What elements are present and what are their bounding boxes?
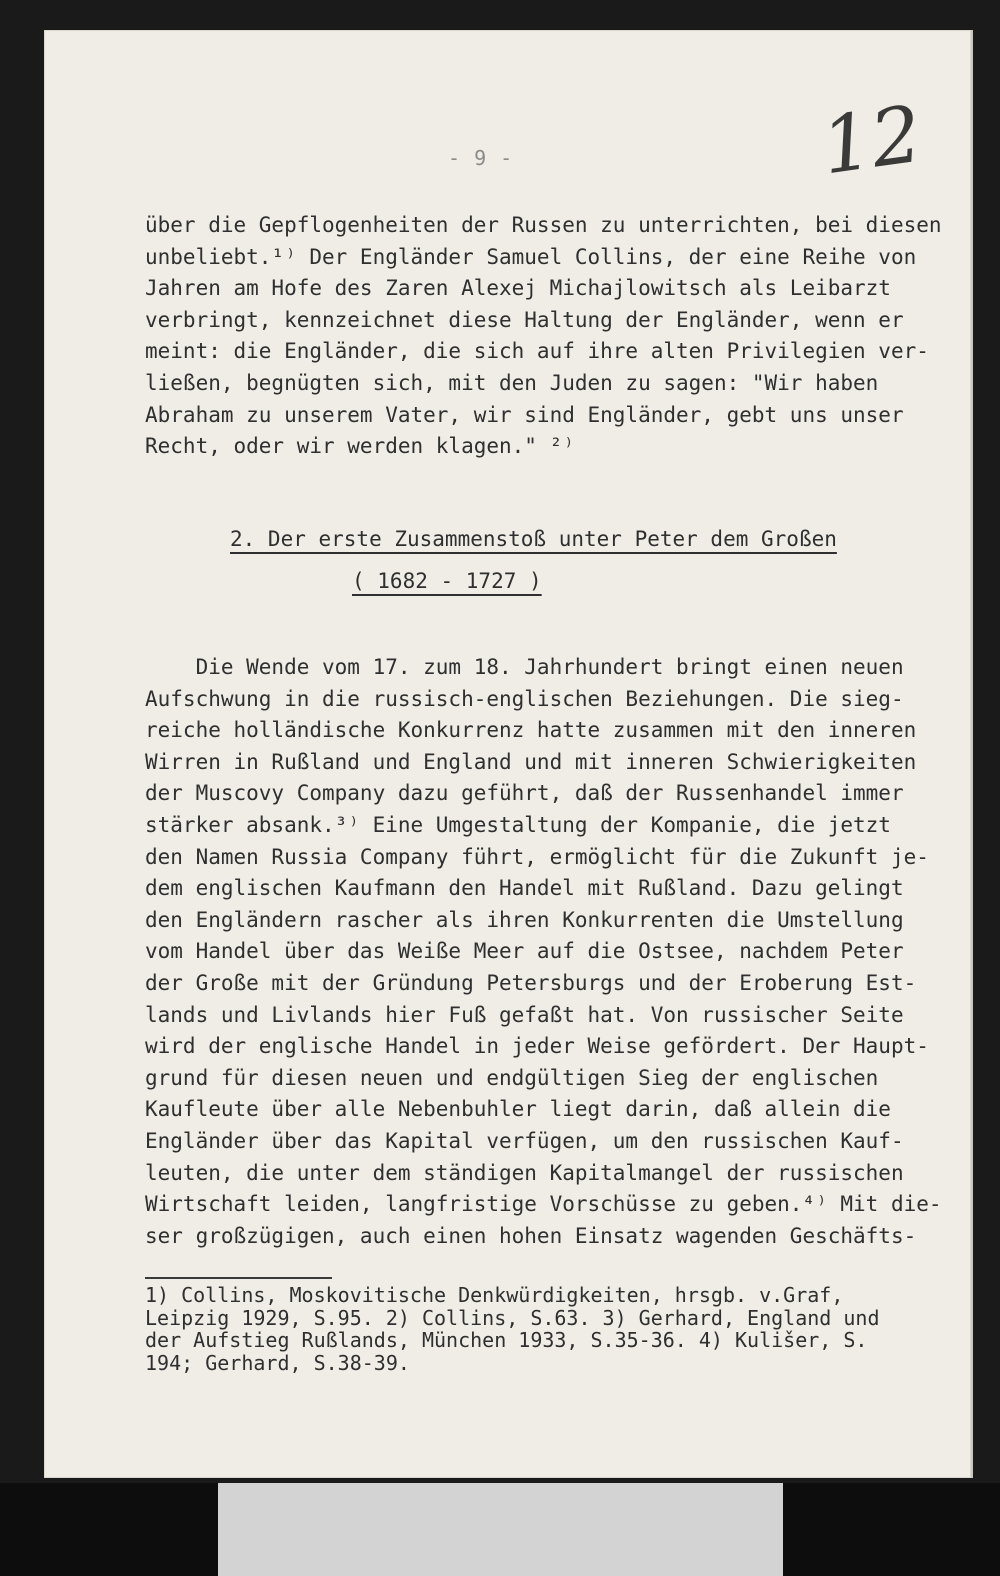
footnote-separator [145,1277,332,1279]
text-line: Wirtschaft leiden, langfristige Vorschüsse zu geben.⁴⁾ Mit die- [145,1192,942,1217]
paragraph-1 [145,210,942,463]
text-line: verbringt, kennzeichnet diese Haltung der Engländer, wenn er [145,307,904,332]
text-line: Recht, oder wir werden klagen." ²⁾ [145,434,575,459]
text-line: grund für diesen neuen und endgültigen Sieg der englischen [145,1065,879,1090]
text-line: stärker absank.³⁾ Eine Umgestaltung der Kompanie, die jetzt [145,812,891,837]
text-line: vom Handel über das Weiße Meer auf die Ostsee, nachdem Peter [145,939,904,964]
text-line: Die Wende vom 17. zum 18. Jahrhundert bringt einen neuen [145,655,904,679]
text-line: den Namen Russia Company führt, ermöglicht für die Zukunft je- [145,844,929,869]
text-line: ließen, begnügten sich, mit den Juden zu sagen: "Wir haben [145,370,879,395]
text-line: über die Gepflogenheiten der Russen zu unterrichten, bei diesen [145,213,942,237]
text-line: der Muscovy Company dazu geführt, daß der Russenhandel immer [145,781,904,806]
paragraph-2 [145,652,942,1252]
text-line: leuten, die unter dem ständigen Kapitalmangel der russischen [145,1160,904,1185]
text-line: Engländer über das Kapital verfügen, um den russischen Kauf- [145,1128,904,1153]
text-line: Abraham zu unserem Vater, wir sind Engländer, gebt uns unser [145,402,904,427]
text-line: wird der englische Handel in jeder Weise gefördert. Der Haupt- [145,1034,929,1059]
scan-calibration-strip [218,1483,783,1576]
scan-background-right [783,1483,1000,1576]
text-line: Jahren am Hofe des Zaren Alexej Michajlowitsch als Leibarzt [145,276,891,301]
scan-background-left [0,1483,218,1576]
text-line: ser großzügigen, auch einen hohen Einsatz wagenden Geschäfts- [145,1223,917,1248]
text-line: dem englischen Kaufmann den Handel mit Rußland. Dazu gelingt [145,876,904,901]
footnote-line: 1) Collins, Moskovitische Denkwürdigkeiten, hrsgb. v.Graf, [145,1283,844,1307]
text-line: Wirren in Rußland und England und mit inneren Schwierigkeiten [145,749,917,774]
text-line: den Engländern rascher als ihren Konkurrenten die Umstellung [145,907,904,932]
text-line: meint: die Engländer, die sich auf ihre alten Privilegien ver- [145,339,929,364]
text-line: Aufschwung in die russisch-englischen Beziehungen. Die sieg- [145,686,904,711]
footnote-line: der Aufstieg Rußlands, München 1933, S.35-36. 4) Kulišer, S. [145,1328,868,1352]
handwritten-folio-number: 12 [816,89,928,193]
footnote-line: Leipzig 1929, S.95. 2) Collins, S.63. 3) Gerhard, England und [145,1305,880,1330]
text-line: der Große mit der Gründung Petersburgs und der Eroberung Est- [145,970,917,995]
page-number: - 9 - [448,146,514,170]
text-line: Kaufleute über alle Nebenbuhler liegt darin, daß allein die [145,1097,891,1122]
footnote-line: 194; Gerhard, S.38-39. [145,1350,410,1375]
text-line: lands und Livlands hier Fuß gefaßt hat. Von russischer Seite [145,1002,904,1027]
footnotes [145,1284,880,1374]
text-line: unbeliebt.¹⁾ Der Engländer Samuel Collins, der eine Reihe von [145,244,917,269]
section-heading: 2. Der erste Zusammenstoß unter Peter dem Großen [230,527,837,551]
section-heading-dates: ( 1682 - 1727 ) [352,569,542,593]
text-line: reiche holländische Konkurrenz hatte zusammen mit den inneren [145,718,917,743]
